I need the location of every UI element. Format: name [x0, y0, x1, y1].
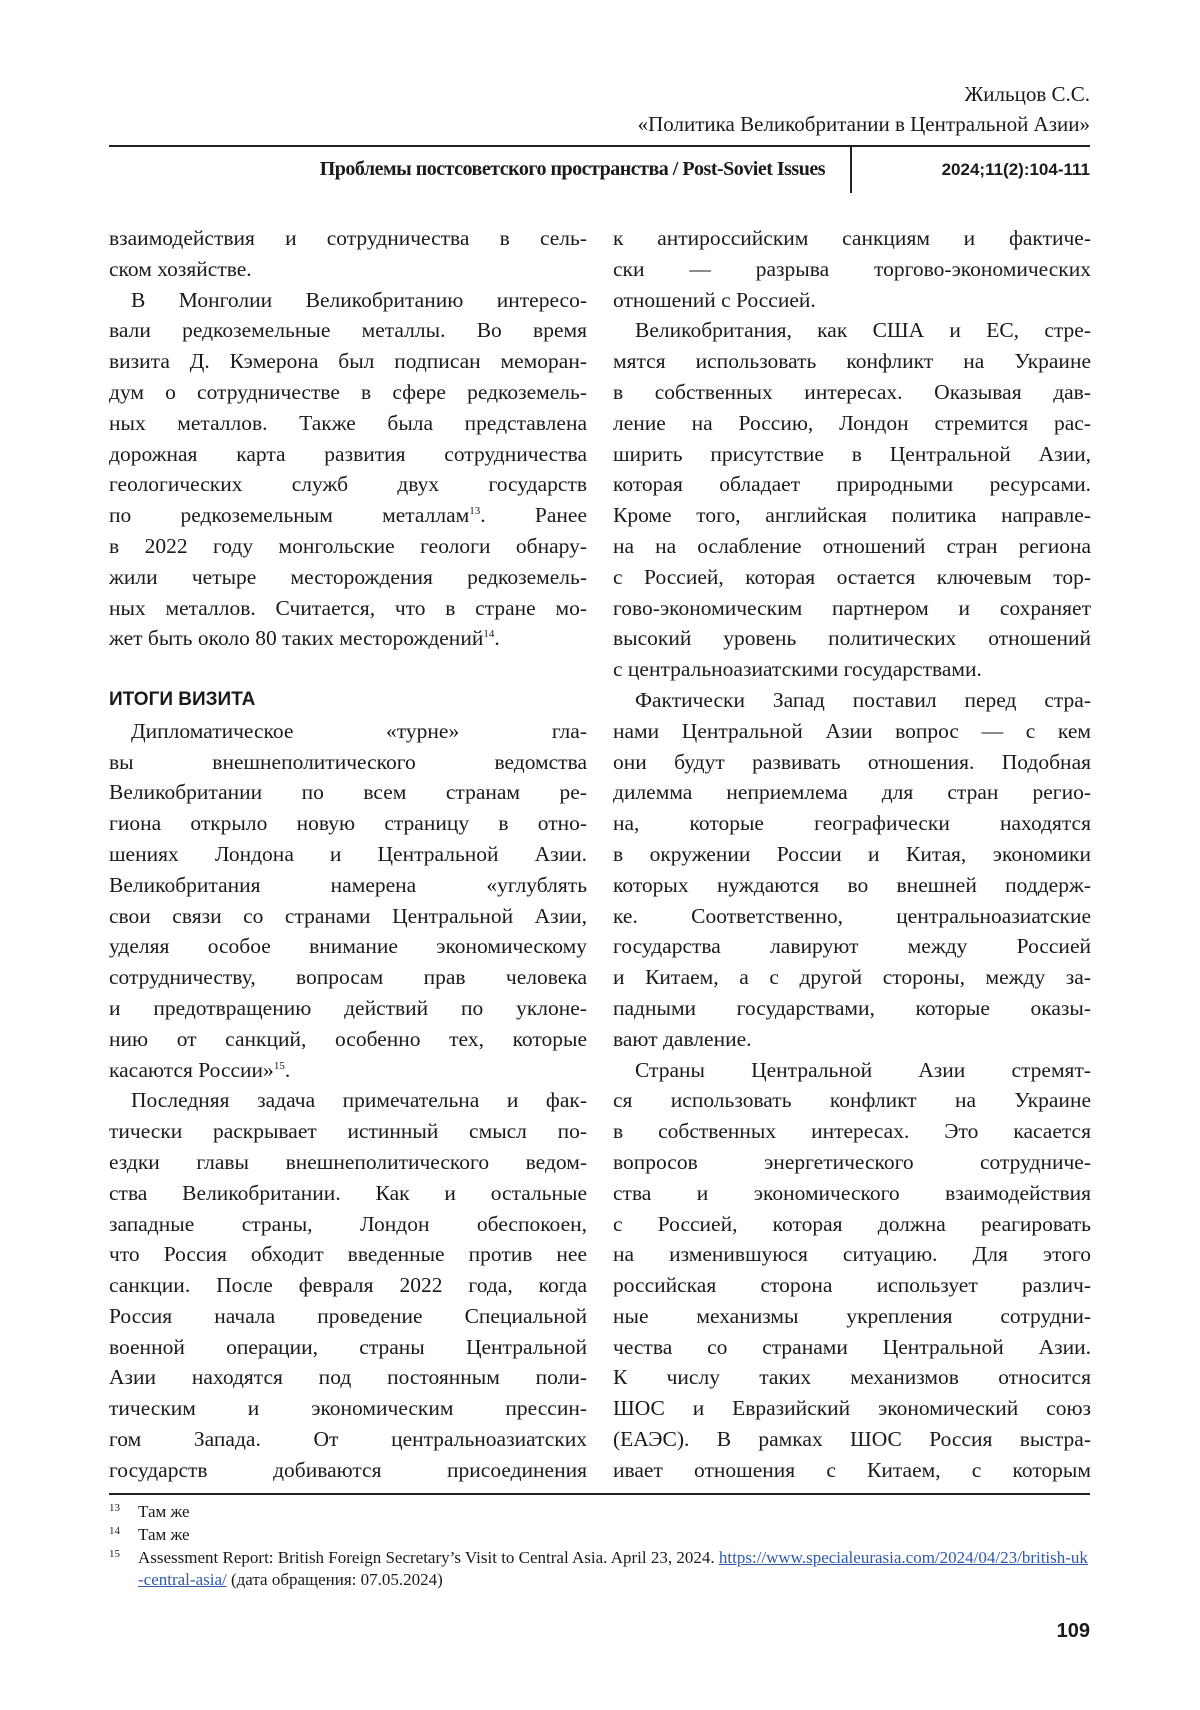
text-line	[613, 1455, 1091, 1486]
text-line	[613, 747, 1091, 778]
text-line	[109, 1055, 587, 1086]
text-line	[109, 808, 587, 839]
text-line	[109, 1147, 587, 1178]
line-text: уделяя особое внимание экономическому	[109, 934, 587, 958]
line-text: мятся использовать конфликт на Украине	[613, 349, 1091, 373]
text-line	[109, 1424, 587, 1455]
text-line	[109, 500, 587, 531]
line-text: К числу таких механизмов относится	[613, 1365, 1091, 1389]
line-text: Россия начала проведение Специальной	[109, 1304, 587, 1328]
text-line	[109, 870, 587, 901]
text-line	[109, 315, 587, 346]
footnote-14	[109, 1524, 1090, 1546]
text-line	[613, 901, 1091, 932]
line-text: государства лавируют между Россией	[613, 934, 1091, 958]
line-text: Великобритания намерена «углублять	[109, 873, 587, 897]
line-text-after: . Ранее	[480, 503, 587, 527]
text-line	[613, 254, 1091, 285]
text-line	[613, 1424, 1091, 1455]
text-line	[109, 1332, 587, 1363]
text-line	[109, 777, 587, 808]
footnote-15	[109, 1547, 1090, 1591]
line-text: государств добиваются присоединения	[109, 1458, 587, 1482]
text-line	[109, 1270, 587, 1301]
header-rule	[109, 145, 1090, 147]
line-text: Фактически Запад поставил перед стра-	[635, 688, 1091, 712]
line-text: падными государствами, которые оказы-	[613, 996, 1091, 1020]
text-line	[109, 623, 587, 654]
footnote-number: 15	[109, 1543, 120, 1565]
line-text: ездки главы внешнеполитического ведом-	[109, 1150, 587, 1174]
text-line	[613, 531, 1091, 562]
text-line	[613, 623, 1091, 654]
text-line	[109, 1178, 587, 1209]
line-text: Кроме того, английская политика направле-	[613, 503, 1091, 527]
line-text: геологических служб двух государств	[109, 472, 587, 496]
line-text: по редкоземельным металлам	[109, 503, 469, 527]
line-text: ства Великобритании. Как и остальные	[109, 1181, 587, 1205]
text-line	[613, 685, 1091, 716]
footnote-text: Там же	[138, 1501, 1090, 1523]
line-text: Великобритании по всем странам ре-	[109, 780, 587, 804]
line-text: ства и экономического взаимодействия	[613, 1181, 1091, 1205]
line-text: дум о сотрудничестве в сфере редкоземель-	[109, 380, 587, 404]
text-line	[613, 1239, 1091, 1270]
line-text: гово-экономическим партнером и сохраняет	[613, 596, 1091, 620]
running-header-author: Жильцов С.С.	[964, 82, 1090, 107]
text-line	[613, 808, 1091, 839]
line-text: тически раскрывает истинный смысл по-	[109, 1119, 587, 1143]
line-text: отношений с Россией.	[613, 288, 816, 312]
text-line	[613, 1147, 1091, 1178]
text-line	[613, 346, 1091, 377]
line-text: которая обладает природными ресурсами.	[613, 472, 1091, 496]
line-text: ивает отношения с Китаем, с которым	[613, 1458, 1091, 1482]
text-line	[109, 285, 587, 316]
text-line	[109, 1024, 587, 1055]
text-line	[109, 346, 587, 377]
text-line	[109, 1301, 587, 1332]
footnote-text	[138, 1547, 1090, 1591]
text-line	[109, 377, 587, 408]
text-line	[613, 223, 1091, 254]
header-divider	[850, 146, 852, 193]
line-text: жет быть около 80 таких месторождений	[109, 626, 483, 650]
text-line	[109, 469, 587, 500]
line-text: Азии находятся под постоянным поли-	[109, 1365, 587, 1389]
text-line	[613, 931, 1091, 962]
text-line	[613, 1085, 1091, 1116]
line-text: гиона открыло новую страницу в отно-	[109, 811, 587, 835]
line-text: свои связи со странами Центральной Азии,	[109, 904, 587, 928]
text-line	[109, 1455, 587, 1486]
footnote-text: Там же	[138, 1524, 1090, 1546]
line-text: ИТОГИ ВИЗИТА	[109, 689, 255, 710]
text-line	[109, 439, 587, 470]
line-text-after: .	[285, 1058, 290, 1082]
footnote-ref: 15	[274, 1059, 285, 1071]
footnote-ref: 13	[469, 505, 480, 517]
line-text: тическим и экономическим прессин-	[109, 1396, 587, 1420]
issue-citation: 2024;11(2):104-111	[942, 160, 1090, 180]
line-text: вопросов энергетического сотрудниче-	[613, 1150, 1091, 1174]
line-text: ных металлов. Считается, что в стране мо-	[109, 596, 587, 620]
text-line	[613, 1301, 1091, 1332]
footnote-link[interactable]: https://www.specialeurasia.com/2024/04/23/british-uk-central-asia/	[138, 1548, 1088, 1589]
text-line	[109, 993, 587, 1024]
text-line	[613, 593, 1091, 624]
text-line	[613, 408, 1091, 439]
text-line	[109, 747, 587, 778]
right-column	[613, 223, 1091, 1486]
line-text: в окружении России и Китая, экономики	[613, 842, 1091, 866]
line-text: дилемма неприемлема для стран регио-	[613, 780, 1091, 804]
line-text: вы внешнеполитического ведомства	[109, 750, 587, 774]
line-text: на на ослабление отношений стран региона	[613, 534, 1091, 558]
journal-title: Проблемы постсоветского пространства / Post-Soviet Issues	[320, 158, 825, 181]
line-text: Великобритания, как США и ЕС, стре-	[635, 318, 1091, 342]
line-text: санкции. После февраля 2022 года, когда	[109, 1273, 587, 1297]
text-line	[613, 993, 1091, 1024]
text-line	[613, 1270, 1091, 1301]
line-text: Страны Центральной Азии стремят-	[635, 1058, 1091, 1082]
text-line	[613, 1362, 1091, 1393]
running-header-article-title: «Политика Великобритании в Центральной Азии»	[638, 112, 1090, 137]
text-line	[613, 962, 1091, 993]
line-text: которых нуждаются во внешней поддерж-	[613, 873, 1091, 897]
page-number: 109	[1057, 1620, 1090, 1643]
text-line	[613, 469, 1091, 500]
line-text: вают давление.	[613, 1027, 752, 1051]
footnote-access-date: (дата обращения: 07.05.2024)	[227, 1570, 443, 1589]
text-line	[109, 901, 587, 932]
left-column	[109, 223, 587, 1486]
text-line	[109, 1362, 587, 1393]
text-line	[613, 377, 1091, 408]
line-text: в собственных интересах. Это касается	[613, 1119, 1091, 1143]
text-line	[613, 1393, 1091, 1424]
text-line	[109, 254, 587, 285]
line-text: ных металлов. Также была представлена	[109, 411, 587, 435]
text-line	[613, 716, 1091, 747]
text-line	[613, 1332, 1091, 1363]
footnote-number: 13	[109, 1497, 120, 1519]
section-heading	[109, 685, 587, 716]
line-text: и предотвращению действий по уклоне-	[109, 996, 587, 1020]
text-line	[109, 1393, 587, 1424]
line-text: сотрудничеству, вопросам прав человека	[109, 965, 587, 989]
text-line	[613, 1178, 1091, 1209]
text-line	[109, 1116, 587, 1147]
line-text: дорожная карта развития сотрудничества	[109, 442, 587, 466]
line-text: что Россия обходит введенные против нее	[109, 1242, 587, 1266]
text-line	[109, 593, 587, 624]
text-line	[109, 1239, 587, 1270]
line-text: визита Д. Кэмерона был подписан меморан-	[109, 349, 587, 373]
line-text: западные страны, Лондон обеспокоен,	[109, 1212, 587, 1236]
line-text: нию от санкций, особенно тех, которые	[109, 1027, 587, 1051]
footnote-rule	[109, 1493, 1090, 1495]
text-line	[613, 870, 1091, 901]
line-text: высокий уровень политических отношений	[613, 626, 1091, 650]
footnote-13	[109, 1501, 1090, 1523]
line-text: шениях Лондона и Центральной Азии.	[109, 842, 587, 866]
line-text: жили четыре месторождения редкоземель-	[109, 565, 587, 589]
line-text: нами Центральной Азии вопрос — с кем	[613, 719, 1091, 743]
line-text: (ЕАЭС). В рамках ШОС Россия выстра-	[613, 1427, 1091, 1451]
line-text: с центральноазиатскими государствами.	[613, 657, 982, 681]
text-line	[109, 223, 587, 254]
line-text: военной операции, страны Центральной	[109, 1335, 587, 1359]
line-text: чества со странами Центральной Азии.	[613, 1335, 1091, 1359]
text-line	[109, 562, 587, 593]
footnote-number: 14	[109, 1520, 120, 1542]
line-text: в собственных интересах. Оказывая дав-	[613, 380, 1091, 404]
line-text: ке. Соответственно, центральноазиатские	[613, 904, 1091, 928]
line-text: ление на Россию, Лондон стремится рас-	[613, 411, 1091, 435]
text-line	[109, 408, 587, 439]
text-line	[109, 1209, 587, 1240]
line-text: и Китаем, а с другой стороны, между за-	[613, 965, 1091, 989]
line-text: к антироссийским санкциям и фактиче-	[613, 226, 1091, 250]
text-line	[109, 839, 587, 870]
line-text: ся использовать конфликт на Украине	[613, 1088, 1091, 1112]
text-line	[109, 962, 587, 993]
text-line	[109, 931, 587, 962]
text-line	[613, 1024, 1091, 1055]
line-text: с Россией, которая остается ключевым тор-	[613, 565, 1091, 589]
text-line	[613, 1055, 1091, 1086]
text-line	[613, 285, 1091, 316]
line-text: на изменившуюся ситуацию. Для этого	[613, 1242, 1091, 1266]
text-line	[613, 1209, 1091, 1240]
text-line	[613, 777, 1091, 808]
line-text: они будут развивать отношения. Подобная	[613, 750, 1091, 774]
text-line	[613, 1116, 1091, 1147]
line-text: ШОС и Евразийский экономический союз	[613, 1396, 1091, 1420]
text-line	[109, 716, 587, 747]
line-text: Дипломатическое «турне» гла-	[131, 719, 587, 743]
line-text: гом Запада. От центральноазиатских	[109, 1427, 587, 1451]
line-text: взаимодействия и сотрудничества в сель-	[109, 226, 587, 250]
line-text: ширить присутствие в Центральной Азии,	[613, 442, 1091, 466]
line-text: Последняя задача примечательна и фак-	[131, 1088, 587, 1112]
text-line	[613, 654, 1091, 685]
line-text: российская сторона использует различ-	[613, 1273, 1091, 1297]
text-line	[109, 531, 587, 562]
line-text: ные механизмы укрепления сотрудни-	[613, 1304, 1091, 1328]
line-text: вали редкоземельные металлы. Во время	[109, 318, 587, 342]
line-text: касаются России»	[109, 1058, 274, 1082]
line-text: В Монголии Великобританию интересо-	[131, 288, 587, 312]
line-text: в 2022 году монгольские геологи обнару-	[109, 534, 587, 558]
footnote-ref: 14	[483, 628, 494, 640]
text-line	[613, 562, 1091, 593]
footnote-citation: Assessment Report: British Foreign Secretary’s Visit to Central Asia. April 23, 2024.	[138, 1548, 719, 1567]
text-line	[109, 654, 587, 685]
line-text: ски — разрыва торгово-экономических	[613, 257, 1091, 281]
line-text: на, которые географически находятся	[613, 811, 1091, 835]
text-line	[613, 315, 1091, 346]
line-text: ском хозяйстве.	[109, 257, 252, 281]
text-line	[613, 439, 1091, 470]
text-line	[613, 839, 1091, 870]
text-line	[613, 500, 1091, 531]
line-text-after: .	[494, 626, 499, 650]
text-line	[109, 1085, 587, 1116]
line-text: с Россией, которая должна реагировать	[613, 1212, 1091, 1236]
